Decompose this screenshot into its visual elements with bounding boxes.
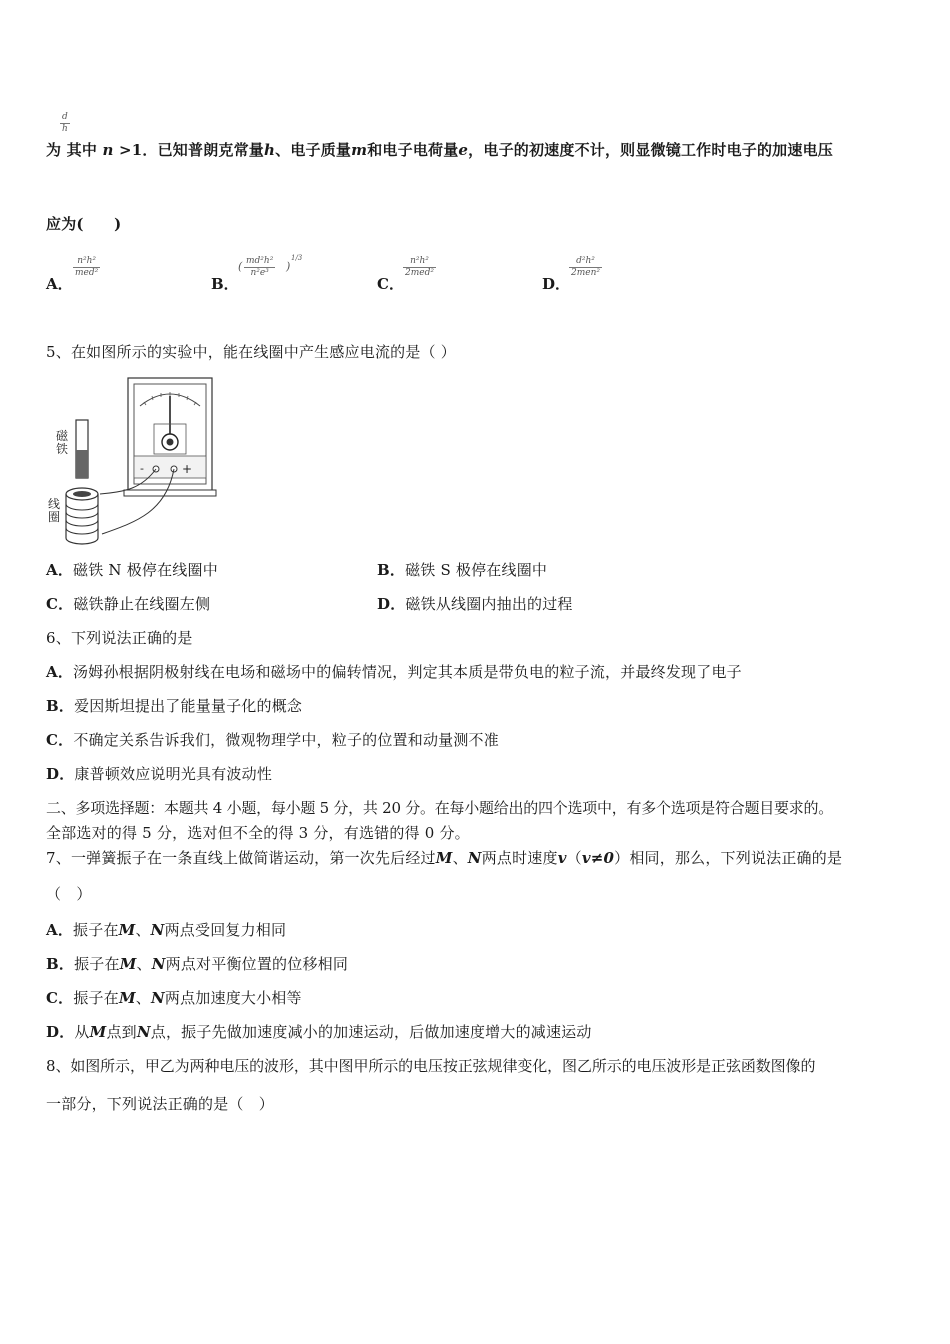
meter-base bbox=[124, 490, 216, 496]
coil-label: 线圈 bbox=[48, 497, 61, 524]
q4-suffix: ，电子的初速度不计，则显微镜工作时电子的加速电压 bbox=[468, 141, 833, 159]
option-text: 磁铁 N 极停在线圈中 bbox=[73, 561, 218, 579]
q5-option-b[interactable] bbox=[377, 560, 547, 580]
q7-stem-line2: （ ） bbox=[46, 885, 92, 903]
fraction-numerator: n²h² bbox=[73, 256, 100, 268]
fraction-denominator: h bbox=[62, 124, 68, 134]
q7-option-b[interactable] bbox=[46, 954, 348, 974]
option-label: A． bbox=[46, 921, 74, 939]
q7-text-b: 两点时速度 bbox=[481, 849, 558, 867]
meter-pivot-center bbox=[167, 439, 174, 446]
q8-stem-line1: 8、如图所示，甲乙为两种电压的波形，其中图甲所示的电压按正弦规律变化，图乙所示的电压波形是正弦函数图像的 bbox=[46, 1057, 816, 1075]
var-N: N bbox=[151, 955, 166, 973]
option-d-fraction bbox=[569, 256, 602, 279]
option-text: 磁铁静止在线圈左侧 bbox=[73, 595, 211, 613]
q7-text-d: ）相同，那么，下列说法正确的是 bbox=[614, 849, 843, 867]
galvanometer-figure bbox=[46, 372, 226, 548]
q4-sep1: 、电子质量 bbox=[275, 141, 352, 159]
fraction-denominator: med² bbox=[75, 268, 99, 278]
fraction-d-over-h bbox=[60, 112, 70, 135]
q6-option-d[interactable] bbox=[46, 764, 272, 784]
q6-option-b[interactable] bbox=[46, 696, 302, 716]
option-label: B． bbox=[46, 697, 75, 715]
option-label: D． bbox=[46, 765, 75, 783]
coil-bottom bbox=[66, 538, 98, 544]
option-label: B． bbox=[211, 275, 239, 293]
q7-text-c: （ bbox=[566, 849, 582, 867]
var-n: n bbox=[102, 141, 114, 159]
option-a-fraction bbox=[73, 256, 100, 279]
option-text-post: 两点对平衡位置的位移相同 bbox=[165, 955, 349, 973]
paren-open: ( bbox=[238, 260, 243, 273]
q7-text-a: 7、一弹簧振子在一条直线上做简谐运动，第一次先后经过 bbox=[46, 849, 436, 867]
terminal-plus: + bbox=[182, 462, 193, 476]
q4-text: >1．已知普朗克常量 bbox=[113, 141, 265, 159]
option-text-post: 点，振子先做加速度减小的加速运动，后做加速度增大的减速运动 bbox=[150, 1023, 592, 1041]
var-N: N bbox=[467, 849, 482, 867]
q4-sep2: 和电子电荷量 bbox=[367, 141, 459, 159]
option-text-pre: 振子在 bbox=[73, 921, 119, 939]
coil-windings bbox=[66, 504, 98, 534]
q6-option-a[interactable] bbox=[46, 662, 742, 682]
option-text-pre: 振子在 bbox=[73, 989, 119, 1007]
coil-opening bbox=[73, 491, 91, 497]
option-label: C． bbox=[46, 989, 74, 1007]
q7-dot: 、 bbox=[452, 849, 468, 867]
option-text: 汤姆孙根据阴极射线在电场和磁场中的偏转情况，判定其本质是带负电的粒子流，并最终发现了电子 bbox=[73, 663, 742, 681]
q5-option-a[interactable] bbox=[46, 560, 218, 580]
dot: 、 bbox=[136, 955, 152, 973]
option-label: A． bbox=[46, 663, 74, 681]
var-cond: v≠0 bbox=[581, 849, 615, 867]
fraction-denominator: 2med² bbox=[405, 268, 434, 278]
option-text-pre: 振子在 bbox=[74, 955, 120, 973]
fraction-numerator: d bbox=[60, 112, 70, 124]
option-c-fraction bbox=[403, 256, 436, 279]
option-label: D． bbox=[377, 595, 406, 613]
q6-stem: 6、下列说法正确的是 bbox=[46, 629, 193, 647]
option-text: 磁铁 S 极停在线圈中 bbox=[405, 561, 548, 579]
q7-option-c[interactable] bbox=[46, 988, 302, 1008]
option-label: C． bbox=[377, 275, 404, 293]
q4-stem-line1 bbox=[46, 140, 833, 160]
option-label: D． bbox=[46, 1023, 75, 1041]
option-label: C． bbox=[46, 731, 74, 749]
meter-terminal-panel bbox=[134, 456, 206, 478]
magnet-label: 磁铁 bbox=[56, 429, 69, 456]
q8-stem-line2: 一部分，下列说法正确的是（ ） bbox=[46, 1095, 275, 1113]
option-label: A． bbox=[46, 275, 73, 293]
option-text: 爱因斯坦提出了能量量子化的概念 bbox=[74, 697, 303, 715]
option-text-mid: 点到 bbox=[106, 1023, 137, 1041]
fraction-denominator: n²e³ bbox=[250, 268, 269, 278]
var-e: e bbox=[458, 141, 469, 159]
option-text-post: 两点加速度大小相等 bbox=[164, 989, 302, 1007]
q4-prefix: 为 其中 bbox=[46, 141, 98, 159]
q5-option-d[interactable] bbox=[377, 594, 573, 614]
var-m: m bbox=[351, 141, 368, 159]
option-text: 康普顿效应说明光具有波动性 bbox=[74, 765, 273, 783]
q4-stem-line2: 应为( ) bbox=[46, 215, 122, 233]
fraction-numerator: md²h² bbox=[246, 256, 274, 266]
fraction-numerator: d²h² bbox=[569, 256, 602, 268]
fraction-denominator: 2men² bbox=[571, 268, 600, 278]
terminal-minus: - bbox=[140, 462, 144, 475]
experiment-diagram bbox=[46, 372, 226, 548]
section2-header-line2: 全部选对的得 5 分，选对但不全的得 3 分，有选错的得 0 分。 bbox=[46, 824, 470, 842]
option-text-pre: 从 bbox=[74, 1023, 90, 1041]
option-label: B． bbox=[46, 955, 75, 973]
q5-option-c[interactable] bbox=[46, 594, 210, 614]
var-M: M bbox=[89, 1023, 107, 1041]
q7-option-a[interactable] bbox=[46, 920, 286, 940]
option-label: C． bbox=[46, 595, 74, 613]
paren-close: ) bbox=[286, 260, 291, 273]
q6-option-c[interactable] bbox=[46, 730, 499, 750]
option-label: D． bbox=[542, 275, 571, 293]
var-h: h bbox=[264, 141, 276, 159]
var-M: M bbox=[435, 849, 453, 867]
option-text-post: 两点受回复力相同 bbox=[164, 921, 287, 939]
var-M: M bbox=[118, 989, 136, 1007]
option-label: B． bbox=[377, 561, 406, 579]
option-label: A． bbox=[46, 561, 74, 579]
var-N: N bbox=[150, 989, 165, 1007]
fraction-numerator: n²h² bbox=[403, 256, 436, 268]
option-text: 不确定关系告诉我们，微观物理学中，粒子的位置和动量测不准 bbox=[73, 731, 499, 749]
option-b-fraction bbox=[244, 256, 275, 279]
section2-header-line1: 二、多项选择题：本题共 4 小题，每小题 5 分，共 20 分。在每小题给出的四个选项中，有多个选项是符合题目要求的。 bbox=[46, 799, 834, 817]
var-N: N bbox=[150, 921, 165, 939]
var-v: v bbox=[557, 849, 567, 867]
dot: 、 bbox=[135, 989, 151, 1007]
var-N: N bbox=[136, 1023, 151, 1041]
dot: 、 bbox=[135, 921, 151, 939]
magnet-lower-pole bbox=[76, 450, 88, 478]
var-M: M bbox=[119, 955, 137, 973]
q7-stem-line1 bbox=[46, 848, 842, 868]
option-text: 磁铁从线圈内抽出的过程 bbox=[405, 595, 573, 613]
q5-stem: 5、在如图所示的实验中，能在线圈中产生感应电流的是（ ） bbox=[46, 343, 456, 361]
var-M: M bbox=[118, 921, 136, 939]
option-b-exponent: 1/3 bbox=[291, 254, 303, 262]
q7-option-d[interactable] bbox=[46, 1022, 592, 1042]
